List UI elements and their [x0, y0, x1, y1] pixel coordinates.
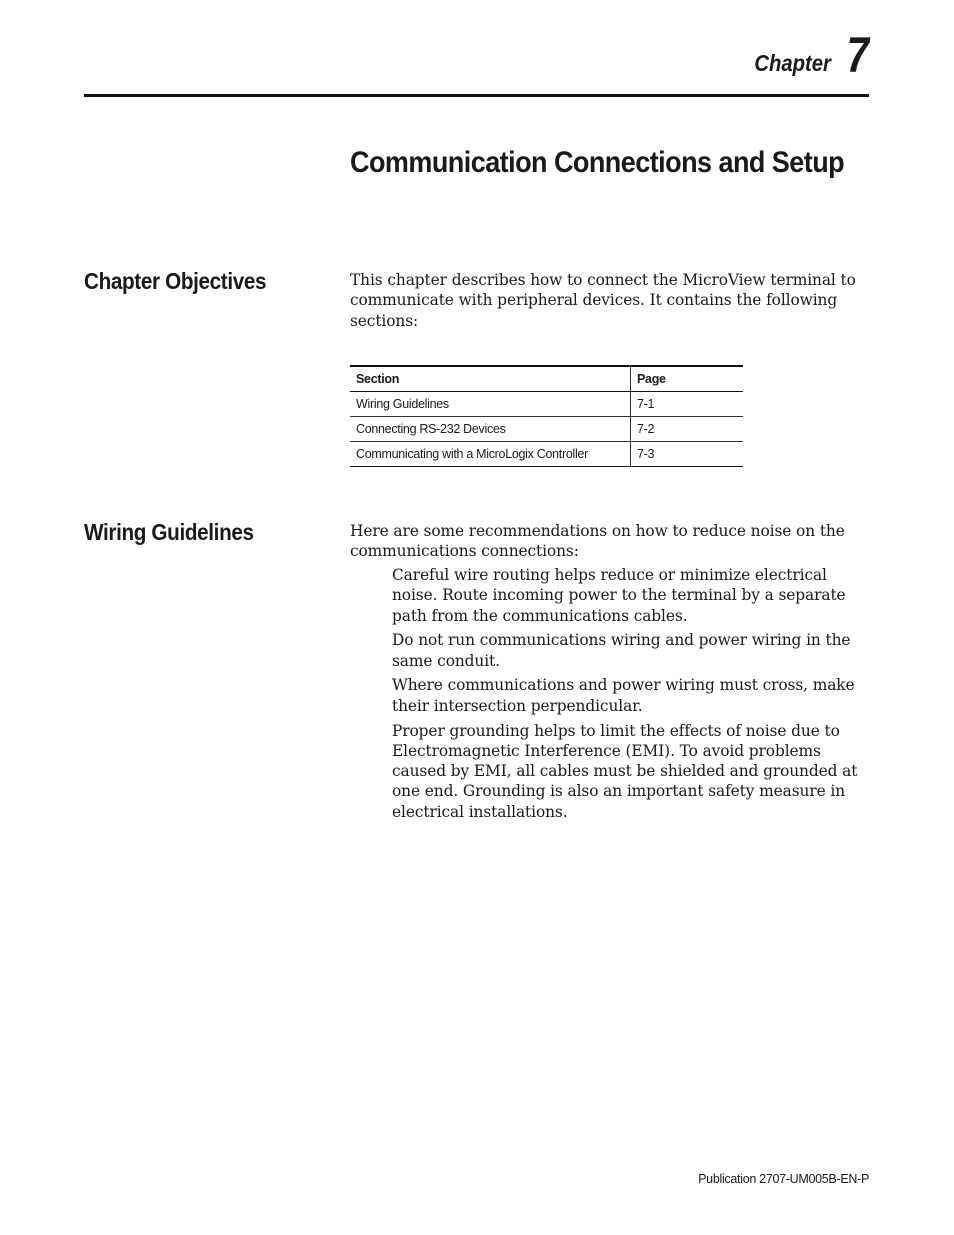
wiring-guidelines-heading: Wiring Guidelines — [84, 519, 254, 545]
table-row — [350, 392, 743, 417]
wiring-recommendations-list — [392, 565, 867, 827]
list-item: Do not run communications wiring and power wiring in the same conduit. — [392, 631, 851, 670]
table-cell-section: Wiring Guidelines — [350, 392, 631, 417]
sections-table — [350, 365, 743, 467]
table-header-section: Section — [350, 366, 631, 392]
publication-footer: Publication 2707-UM005B-EN-P — [698, 1172, 869, 1186]
wiring-guidelines-intro: Here are some recommendations on how to reduce noise on the communications connections: — [350, 522, 845, 561]
table-header-row — [350, 366, 743, 392]
list-item: Where communications and power wiring must cross, make their intersection perpendicular. — [392, 676, 855, 715]
table-cell-page: 7-1 — [631, 392, 744, 417]
table-cell-section: Connecting RS-232 Devices — [350, 417, 631, 442]
list-item: Proper grounding helps to limit the effects of noise due to Electromagnetic Interference (EMI). To avoid problems caused by EMI, all cables must be shielded and grounded at one end. Grounding is also an important safety measure in electrical installations. — [392, 721, 858, 821]
chapter-objectives-heading: Chapter Objectives — [84, 268, 267, 294]
table-cell-page: 7-2 — [631, 417, 744, 442]
table-row — [350, 442, 743, 467]
table-cell-section: Communicating with a MicroLogix Controller — [350, 442, 631, 467]
table-header-page: Page — [631, 366, 744, 392]
list-item: Careful wire routing helps reduce or minimize electrical noise. Route incoming power to the terminal by a separate path from the communications cables. — [392, 566, 846, 625]
table-cell-page: 7-3 — [631, 442, 744, 467]
chapter-header — [744, 27, 869, 83]
chapter-label: Chapter — [754, 50, 832, 76]
header-rule — [84, 94, 869, 97]
table-row — [350, 417, 743, 442]
chapter-objectives-intro: This chapter describes how to connect the MicroView terminal to communicate with peripheral devices. It contains the following sections: — [350, 271, 856, 330]
page-title: Communication Connections and Setup — [350, 146, 845, 179]
chapter-number: 7 — [846, 27, 869, 83]
